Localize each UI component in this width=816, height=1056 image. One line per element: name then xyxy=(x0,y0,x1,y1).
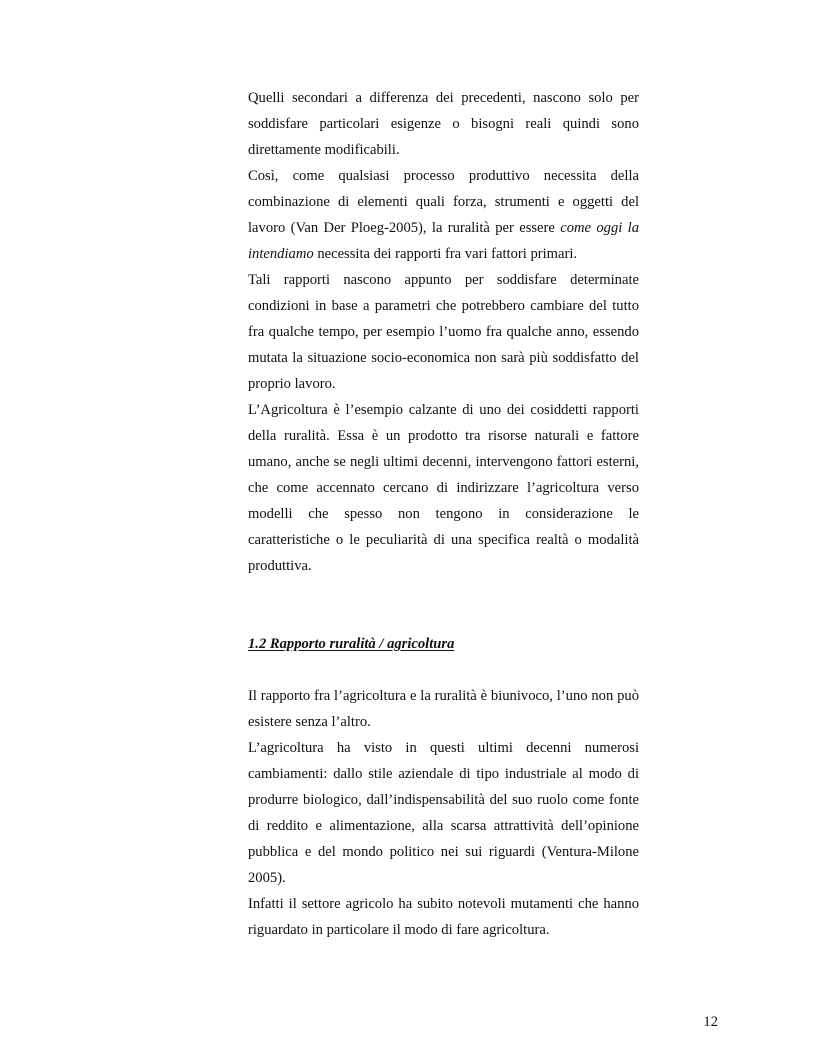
paragraph-secondary-factors: Quelli secondari a differenza dei precedenti, nascono solo per soddisfare particolari esigenze o bisogni reali quindi sono direttamente modificabili. xyxy=(248,90,639,158)
paragraph-text: necessita dei rapporti fra vari fattori primari. xyxy=(313,246,578,262)
italic-emphasis: come oggi la intendiamo xyxy=(248,220,639,262)
paragraph-biunivocal: Il rapporto fra l’agricoltura e la ruralità è biunivoco, l’uno non può esistere senza l’altro. xyxy=(248,688,639,730)
section-heading: 1.2 Rapporto ruralità / agricoltura xyxy=(248,636,455,652)
paragraph-agriculture-example: L’Agricoltura è l’esempio calzante di uno dei cosiddetti rapporti della ruralità. Essa è un prodotto tra risorse naturali e fattore umano, anche se negli ultimi decenni, intervengono fattori esterni, che come accennato cercano di indirizzare l’agricoltura verso modelli che spesso non tengono in considerazione le caratteristiche o le peculiarità di una specifica realtà o modalità produttiva. xyxy=(248,402,639,574)
paragraph-relationships: Tali rapporti nascono appunto per soddisfare determinate condizioni in base a parametri che potrebbero cambiare del tutto fra qualche tempo, per esempio l’uomo fra qualche anno, essendo mutata la situazione socio-economica non sarà più soddisfatto del proprio lavoro. xyxy=(248,272,639,392)
paragraph-mutations: Infatti il settore agricolo ha subito notevoli mutamenti che hanno riguardato in particolare il modo di fare agricoltura. xyxy=(248,896,639,938)
spacer xyxy=(248,657,639,683)
paragraph-rurality-production xyxy=(248,163,639,267)
paragraph-changes: L’agricoltura ha visto in questi ultimi decenni numerosi cambiamenti: dallo stile aziendale di tipo industriale al modo di produrre biologico, dall’indispensabilità del suo ruolo come fonte di reddito e alimentazione, alla scarsa attrattività dell’opinione pubblica e del mondo politico nei sui riguardi (Ventura-Milone 2005). xyxy=(248,740,639,886)
paragraph-text: Così, come qualsiasi processo produttivo necessita della combinazione di elementi quali forza, strumenti e oggetti del lavoro (Van Der Ploeg-2005), la ruralità per essere xyxy=(248,168,639,236)
document-body xyxy=(248,85,639,943)
page-number: 12 xyxy=(703,1014,718,1030)
